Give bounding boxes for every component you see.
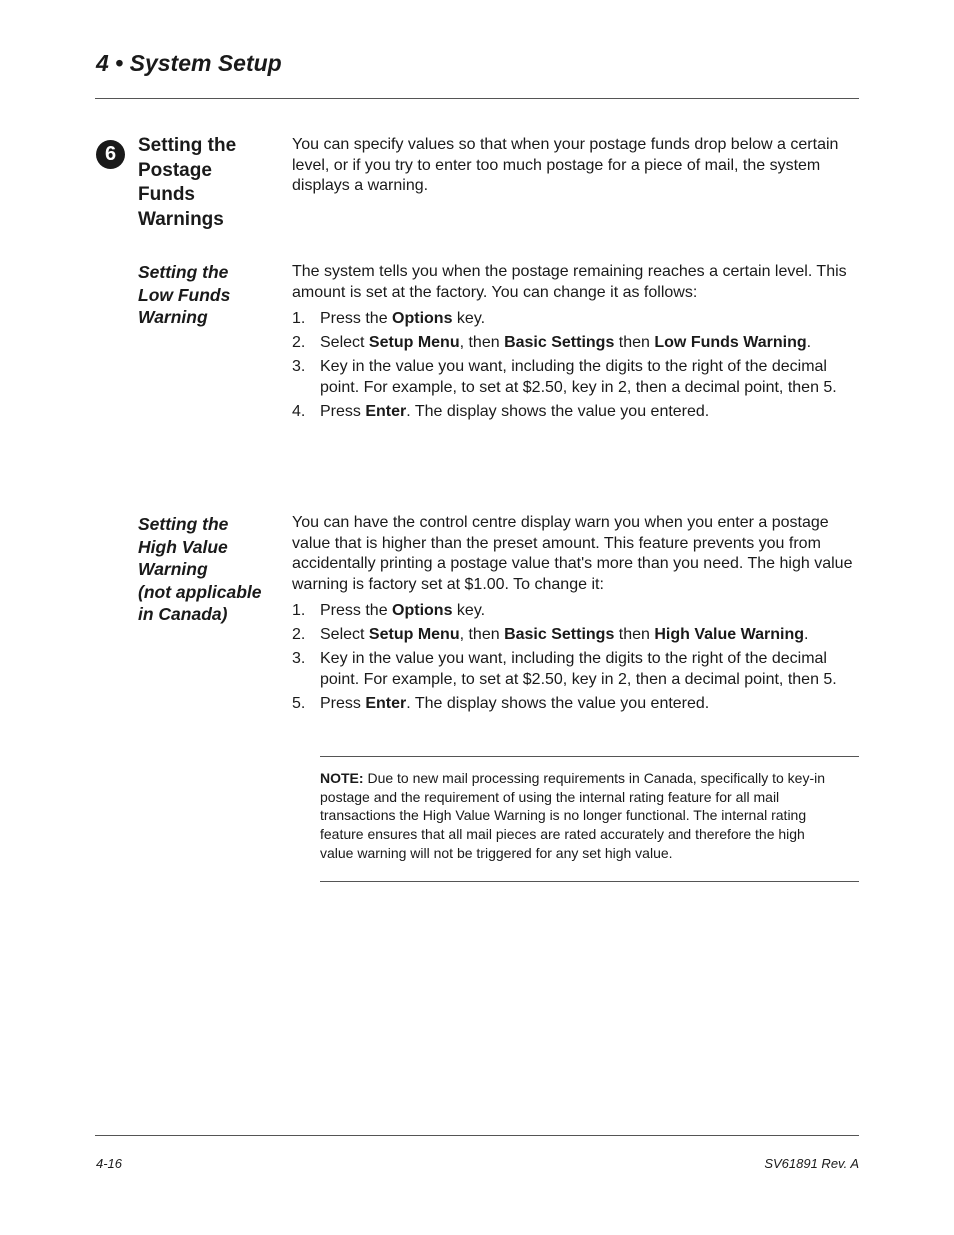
note-bottom-rule [320,881,859,882]
step-text-run: . [806,333,812,351]
step-text-run: then [614,333,655,351]
step-text [320,602,485,619]
header-divider [95,98,859,99]
step-text-run: key. [452,602,486,619]
ui-term: Low Funds Warning [654,333,807,351]
section-number-badge: 6 [96,140,125,169]
section-heading [138,134,278,232]
note-label: NOTE: [320,770,364,786]
step-text-run: . The display shows the value you entered. [406,402,710,420]
heading-line: Warnings [138,208,224,230]
heading-line: Setting the [138,262,229,282]
heading-line: Warning [138,307,208,327]
high-value-steps [292,601,858,718]
step-number: 2. [292,625,306,643]
heading-line: Warning [138,559,208,579]
step-text-run: Press [320,694,366,712]
low-funds-intro: The system tells you when the postage remaining reaches a certain level. This amount is set at the factory. You can change it as follows: [292,263,847,301]
list-item [292,601,858,622]
ui-term: Options [392,602,453,619]
step-text-run: , then [459,333,505,351]
ui-term: Enter [365,402,407,420]
step-text-run: Select [320,625,369,643]
heading-line: Funds [138,184,195,205]
heading-line: Low Funds [138,284,231,305]
heading-line: in Canada) [138,604,228,624]
document-id: SV61891 Rev. A [764,1156,859,1171]
step-number: 3. [292,357,306,375]
heading-line: High Value [138,536,228,557]
list-item [292,649,858,690]
step-number: 1. [292,310,306,327]
ui-term: Setup Menu [368,333,460,351]
step-number: 1. [292,602,306,619]
step-text [320,650,837,688]
section-intro: You can specify values so that when your postage funds drop below a certain level, or if you try to enter too much postage for a piece of mail, the system displays a warning. [292,136,839,195]
step-number: 3. [292,649,306,667]
high-value-intro: You can have the control centre display warn you when you enter a postage value that is higher than the preset amount. This feature prevents you from accidentally printing a postage value that's more than you need. The high value warning is factory set at $1.00. To change it: [292,514,853,593]
step-text [320,358,837,396]
ui-term: Options [392,310,453,327]
high-value-heading [138,513,278,626]
note-box [320,769,842,863]
step-text [320,695,709,712]
heading-line: Setting the [138,135,237,156]
step-text-run: . The display shows the value you entered. [406,694,710,712]
low-funds-heading [138,261,278,329]
step-text-run: Select [320,333,369,351]
list-item [292,333,858,354]
step-text [320,626,808,643]
note-top-rule [320,756,859,757]
heading-line: (not applicable [138,581,262,602]
step-text-run: Key in the value you want, including the digits to the right of the decimal point. For example, to set at $2.50, key in 2, then a decimal point, then 5. [320,649,837,688]
heading-line: Postage [138,159,212,181]
step-text-run: , then [459,625,505,643]
step-text-run: key. [452,310,486,327]
list-item [292,357,858,398]
step-text-run: Key in the value you want, including the digits to the right of the decimal point. For example, to set at $2.50, key in 2, then a decimal point, then 5. [320,357,837,396]
step-text-run: Press [320,402,366,420]
chapter-title: 4 • System Setup [96,50,282,76]
ui-term: Setup Menu [368,625,460,643]
step-text [320,310,485,327]
step-text-run: Press the [320,602,393,619]
ui-term: Enter [365,694,407,712]
step-number: 2. [292,333,306,351]
list-item [292,694,858,715]
step-text [320,403,709,420]
list-item [292,309,858,330]
note-text: Due to new mail processing requirements in Canada, specifically to key-in postage and the requirement of using the internal rating feature for all mail transactions the High Value Warning is no longer functional. The internal rating feature ensures that all mail pieces are rated accurately and therefore the high value warning will not be triggered for any set high value. [320,770,826,861]
step-number: 5. [292,694,306,712]
ui-term: High Value Warning [654,625,805,643]
ui-term: Basic Settings [504,333,615,351]
page-number: 4-16 [96,1156,123,1171]
step-text [320,334,811,351]
step-text-run: . [804,625,809,643]
list-item [292,625,858,646]
step-number: 4. [292,402,306,420]
list-item [292,402,858,423]
low-funds-steps [292,309,858,426]
step-text-run: then [614,625,655,643]
ui-term: Basic Settings [504,625,615,643]
step-text-run: Press the [320,310,393,327]
heading-line: Setting the [138,514,229,534]
footer-divider [95,1135,859,1136]
